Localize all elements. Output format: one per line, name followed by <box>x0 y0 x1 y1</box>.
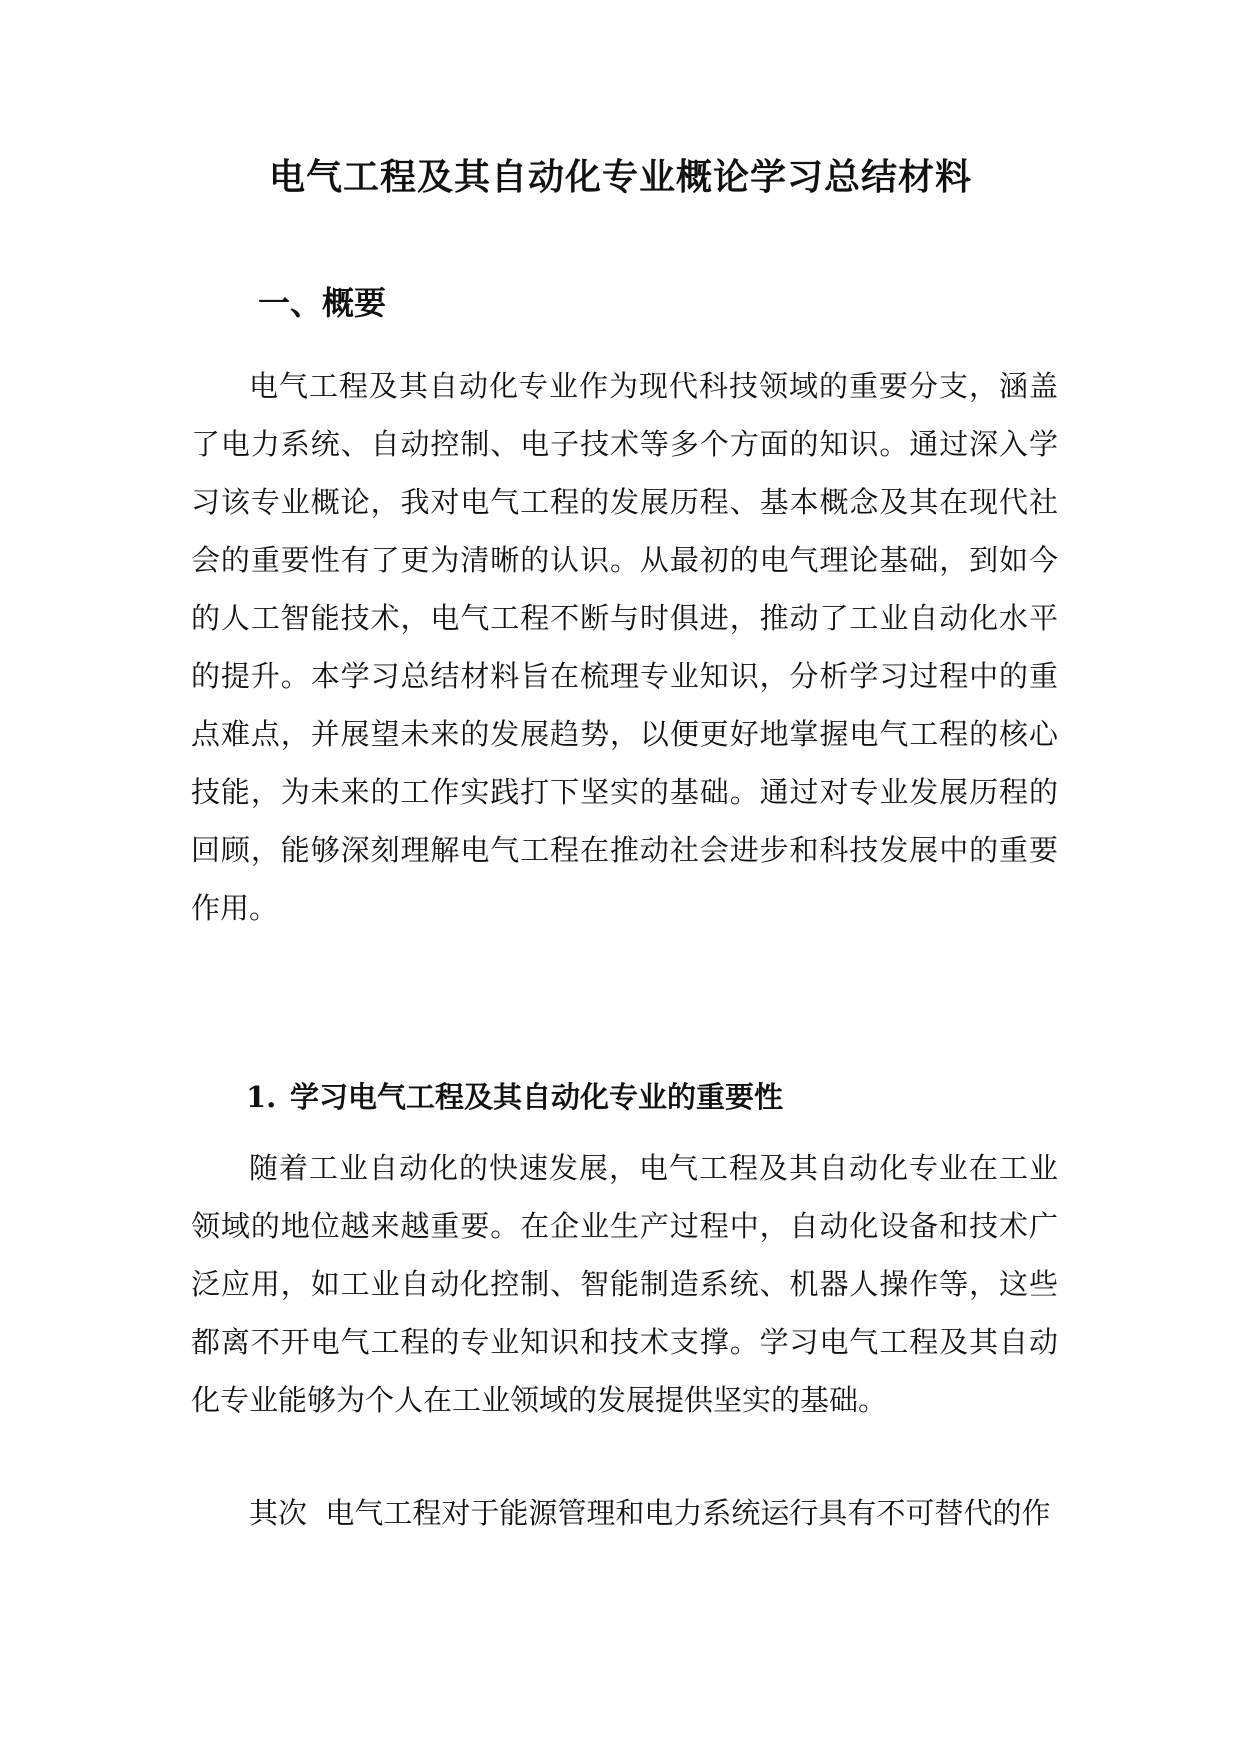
section-heading-overview: 一、概要 <box>258 284 387 322</box>
importance-paragraph-1: 随着工业自动化的快速发展，电气工程及其自动化专业在工业领域的地位越来越重要。在企业生产过程中，自动化设备和技术广泛应用，如工业自动化控制、智能制造系统、机器人操作等，这些都离不开电气工程的专业知识和技术支撑。学习电气工程及其自动化专业能够为个人在工业领域的发展提供坚实的基础。 <box>191 1151 1058 1417</box>
subsection-heading-text: 学习电气工程及其自动化专业的重要性 <box>290 1080 784 1114</box>
importance-paragraph-2: 其次 电气工程对于能源管理和电力系统运行具有不可替代的作 <box>249 1496 1051 1530</box>
overview-paragraph: 电气工程及其自动化专业作为现代科技领域的重要分支，涵盖了电力系统、自动控制、电子技术等多个方面的知识。通过深入学习该专业概论，我对电气工程的发展历程、基本概念及其在现代社会的重要性有了更为清晰的认识。从最初的电气理论基础，到如今的人工智能技术，电气工程不断与时俱进，推动了工业自动化水平的提升。本学习总结材料旨在梳理专业知识，分析学习过程中的重点难点，并展望未来的发展趋势，以便更好地掌握电气工程的核心技能，为未来的工作实践打下坚实的基础。通过对专业发展历程的回顾，能够深刻理解电气工程在推动社会进步和科技发展中的重要作用。 <box>191 369 1058 925</box>
subsection-heading-importance <box>246 1077 783 1117</box>
subsection-number: 1. <box>246 1080 277 1114</box>
document-title: 电气工程及其自动化专业概论学习总结材料 <box>268 156 972 198</box>
